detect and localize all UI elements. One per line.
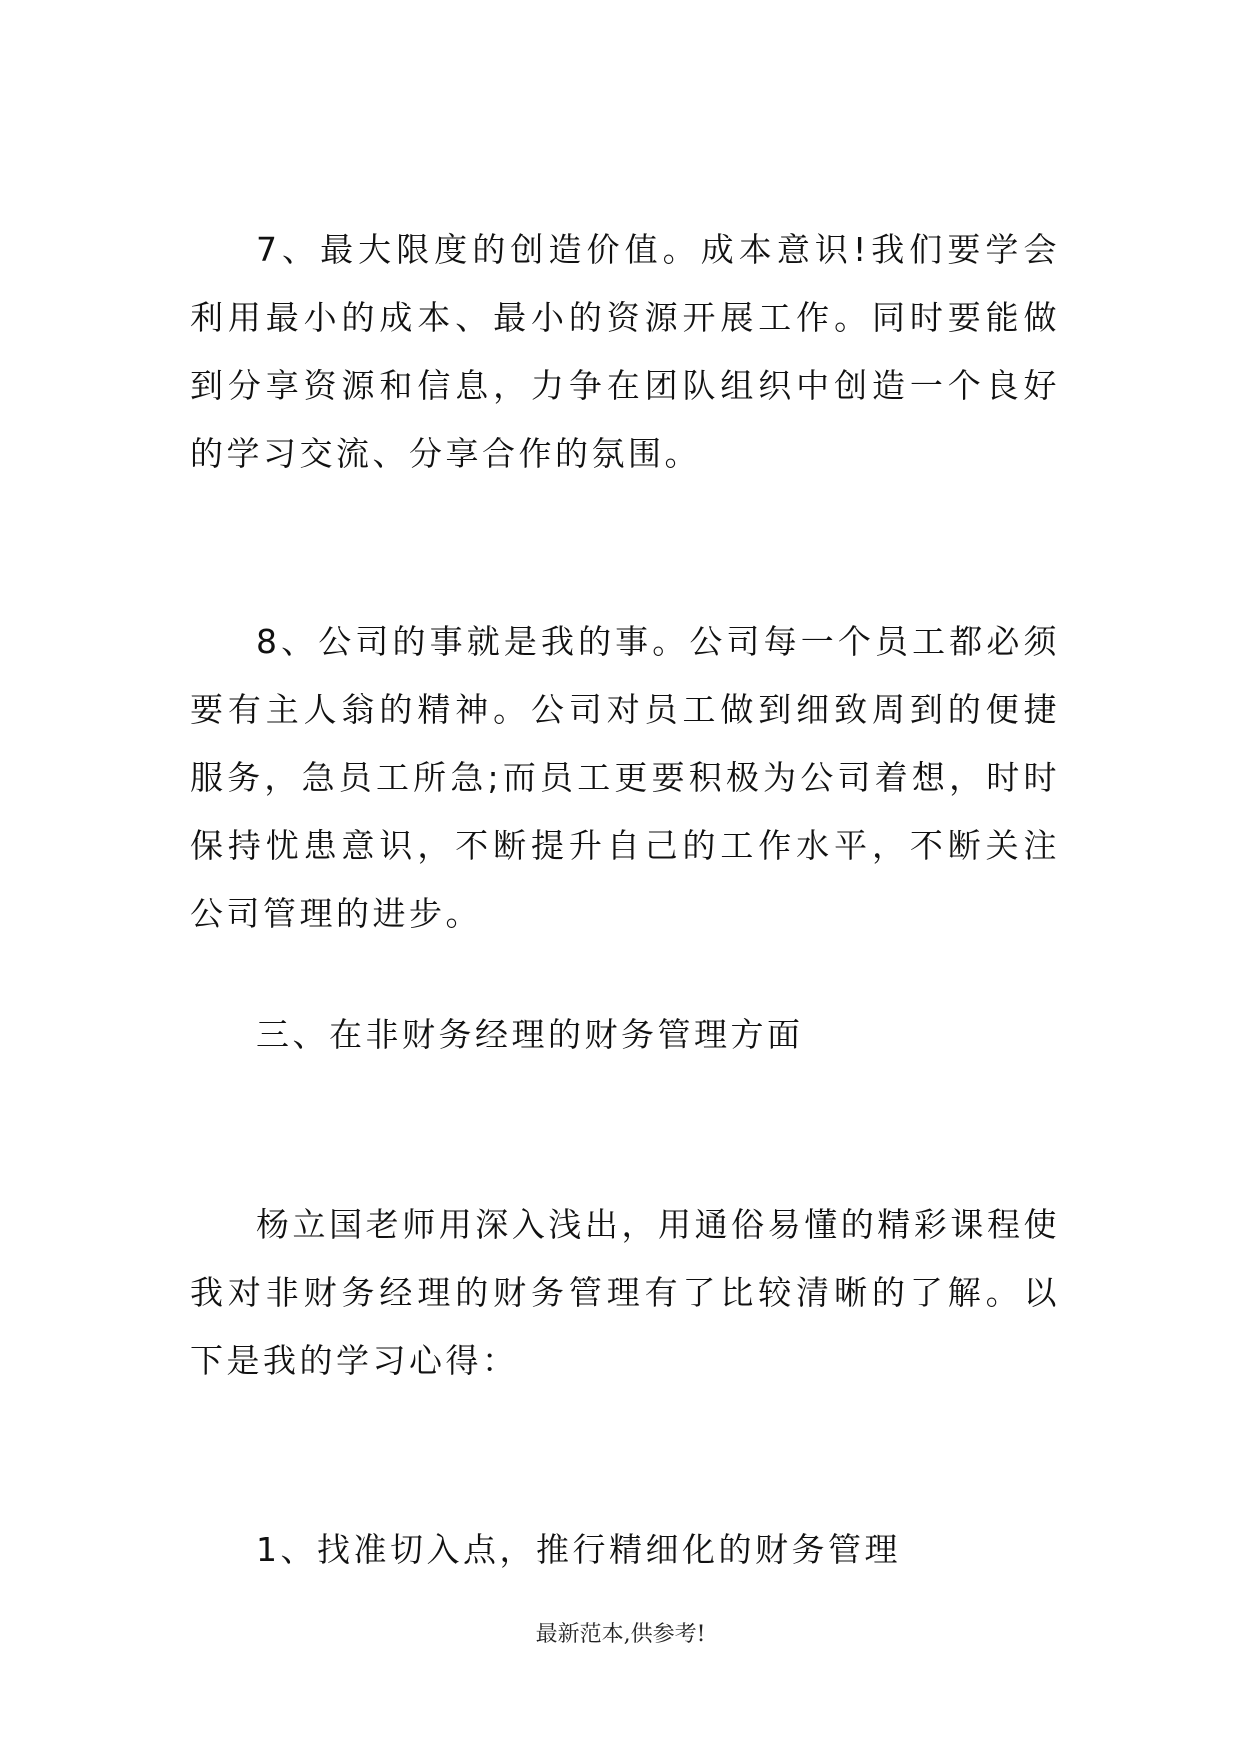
list-item-entry-point: 1、找准切入点，推行精细化的财务管理 [256, 1530, 901, 1569]
paragraph-course-summary: 杨立国老师用深入浅出，用通俗易懂的精彩课程使我对非财务经理的财务管理有了比较清晰的了解。以下是我的学习心得： [190, 1205, 1060, 1380]
paragraph-value-creation: 7、最大限度的创造价值。成本意识!我们要学会利用最小的成本、最小的资源开展工作。同时要能做到分享资源和信息，力争在团队组织中创造一个良好的学习交流、分享合作的氛围。 [190, 230, 1060, 473]
paragraph-company-ownership: 8、公司的事就是我的事。公司每一个员工都必须要有主人翁的精神。公司对员工做到细致周到的便捷服务，急员工所急;而员工更要积极为公司着想，时时保持忧患意识，不断提升自己的工作水平，不断关注公司管理的进步。 [190, 622, 1060, 933]
section-heading-finance: 三、在非财务经理的财务管理方面 [256, 1015, 804, 1054]
page-footer: 最新范本,供参考! [535, 1622, 706, 1647]
